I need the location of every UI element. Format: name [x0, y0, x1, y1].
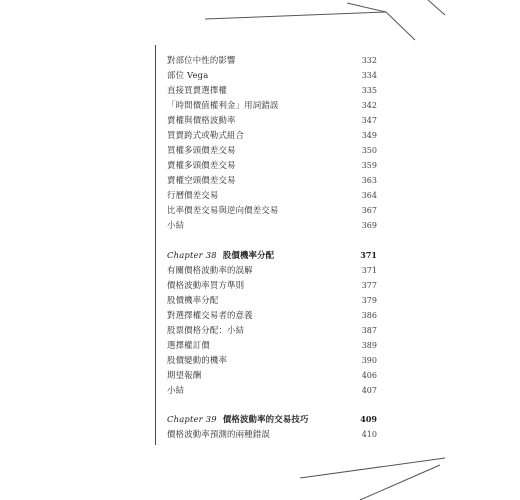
toc-entry	[167, 427, 377, 442]
toc-entry-title: 有關價格波動率的誤解	[167, 265, 253, 275]
toc-entry-page: 359	[361, 161, 377, 170]
chapter-page: 409	[360, 414, 377, 424]
toc-entry-title: 行曆價差交易	[167, 190, 219, 200]
toc-entry	[167, 263, 377, 278]
toc-entry-page: 350	[361, 146, 377, 155]
toc-entry	[167, 98, 377, 113]
toc-entry-page: 379	[361, 296, 377, 305]
toc-entry-title: 買賣跨式或勒式組合	[167, 130, 245, 140]
toc-entry	[167, 173, 377, 188]
toc-entry-title: 選擇權訂價	[167, 340, 210, 350]
toc-entry	[167, 218, 377, 233]
chapter-heading	[167, 248, 377, 263]
toc-entry-title: 價格波動率買方準則	[167, 280, 245, 290]
toc-entry	[167, 53, 377, 68]
toc-entry-title: 價格波動率預測的兩種錯誤	[167, 429, 270, 439]
toc-entry-page: 349	[361, 131, 377, 140]
toc-entry-title: 對部位中性的影響	[167, 55, 236, 65]
toc-entry-page: 390	[361, 356, 377, 365]
toc-entry	[167, 113, 377, 128]
toc-entry-page: 371	[361, 266, 377, 275]
toc-entry	[167, 158, 377, 173]
toc-entry-title: 買權多頭價差交易	[167, 145, 236, 155]
toc-entry	[167, 368, 377, 383]
toc-entry-title: 股票價格分配：小結	[167, 325, 245, 335]
toc-entry-page: 347	[361, 116, 377, 125]
toc-entry-title: 小結	[167, 385, 185, 395]
toc-entry	[167, 323, 377, 338]
toc-entry-page: 367	[361, 206, 377, 215]
toc-entry-title: 對選擇權交易者的意義	[167, 310, 253, 320]
toc-entry	[167, 143, 377, 158]
toc-entry-page: 377	[361, 281, 377, 290]
toc-entry-title: 期望報酬	[167, 370, 202, 380]
chapter-title: 股價機率分配	[222, 250, 275, 260]
toc-entry-title: 直接買賣選擇權	[167, 85, 228, 95]
toc-entry-page: 407	[361, 386, 377, 395]
toc-entry-page: 332	[361, 56, 377, 65]
toc-entry-title: 賣權與價格波動率	[167, 115, 236, 125]
toc-entry-title: 「時間價值權利金」用詞錯誤	[167, 100, 279, 110]
toc-entry	[167, 188, 377, 203]
toc-entry	[167, 68, 377, 83]
chapter-title: 價格波動率的交易技巧	[222, 414, 309, 424]
toc-entry-page: 363	[361, 176, 377, 185]
chapter-label: Chapter 39	[167, 414, 217, 424]
toc-entry-page: 406	[361, 371, 377, 380]
toc-entry	[167, 83, 377, 98]
chapter-label: Chapter 38	[167, 250, 217, 260]
toc-entry-page: 410	[361, 430, 377, 439]
toc-entry-page: 335	[361, 86, 377, 95]
toc-entry-page: 387	[361, 326, 377, 335]
toc-entry	[167, 293, 377, 308]
toc-entry-page: 364	[361, 191, 377, 200]
toc-entry	[167, 353, 377, 368]
toc-entry-page: 369	[361, 221, 377, 230]
toc-entry-title: 比率價差交易與逆向價差交易	[167, 205, 279, 215]
toc-entry-page: 386	[361, 311, 377, 320]
toc-entry-page: 342	[361, 101, 377, 110]
toc-entry	[167, 128, 377, 143]
toc-entry-title: 賣權多頭價差交易	[167, 160, 236, 170]
chapter-page: 371	[360, 250, 377, 260]
toc-entry-title: 股價機率分配	[167, 295, 219, 305]
toc-entry-title: 賣權空頭價差交易	[167, 175, 236, 185]
toc-entry-title: 部位 Vega	[167, 70, 209, 80]
toc-entry-title: 小結	[167, 220, 185, 230]
toc-entry	[167, 308, 377, 323]
toc-entry	[167, 338, 377, 353]
toc-vertical-rule	[155, 45, 156, 445]
toc-entry	[167, 383, 377, 398]
toc-entry-page: 389	[361, 341, 377, 350]
chapter-heading	[167, 412, 377, 427]
toc-entry-page: 334	[361, 71, 377, 80]
toc-entry-title: 股價變動的機率	[167, 355, 228, 365]
toc-entry	[167, 203, 377, 218]
toc-entry	[167, 278, 377, 293]
